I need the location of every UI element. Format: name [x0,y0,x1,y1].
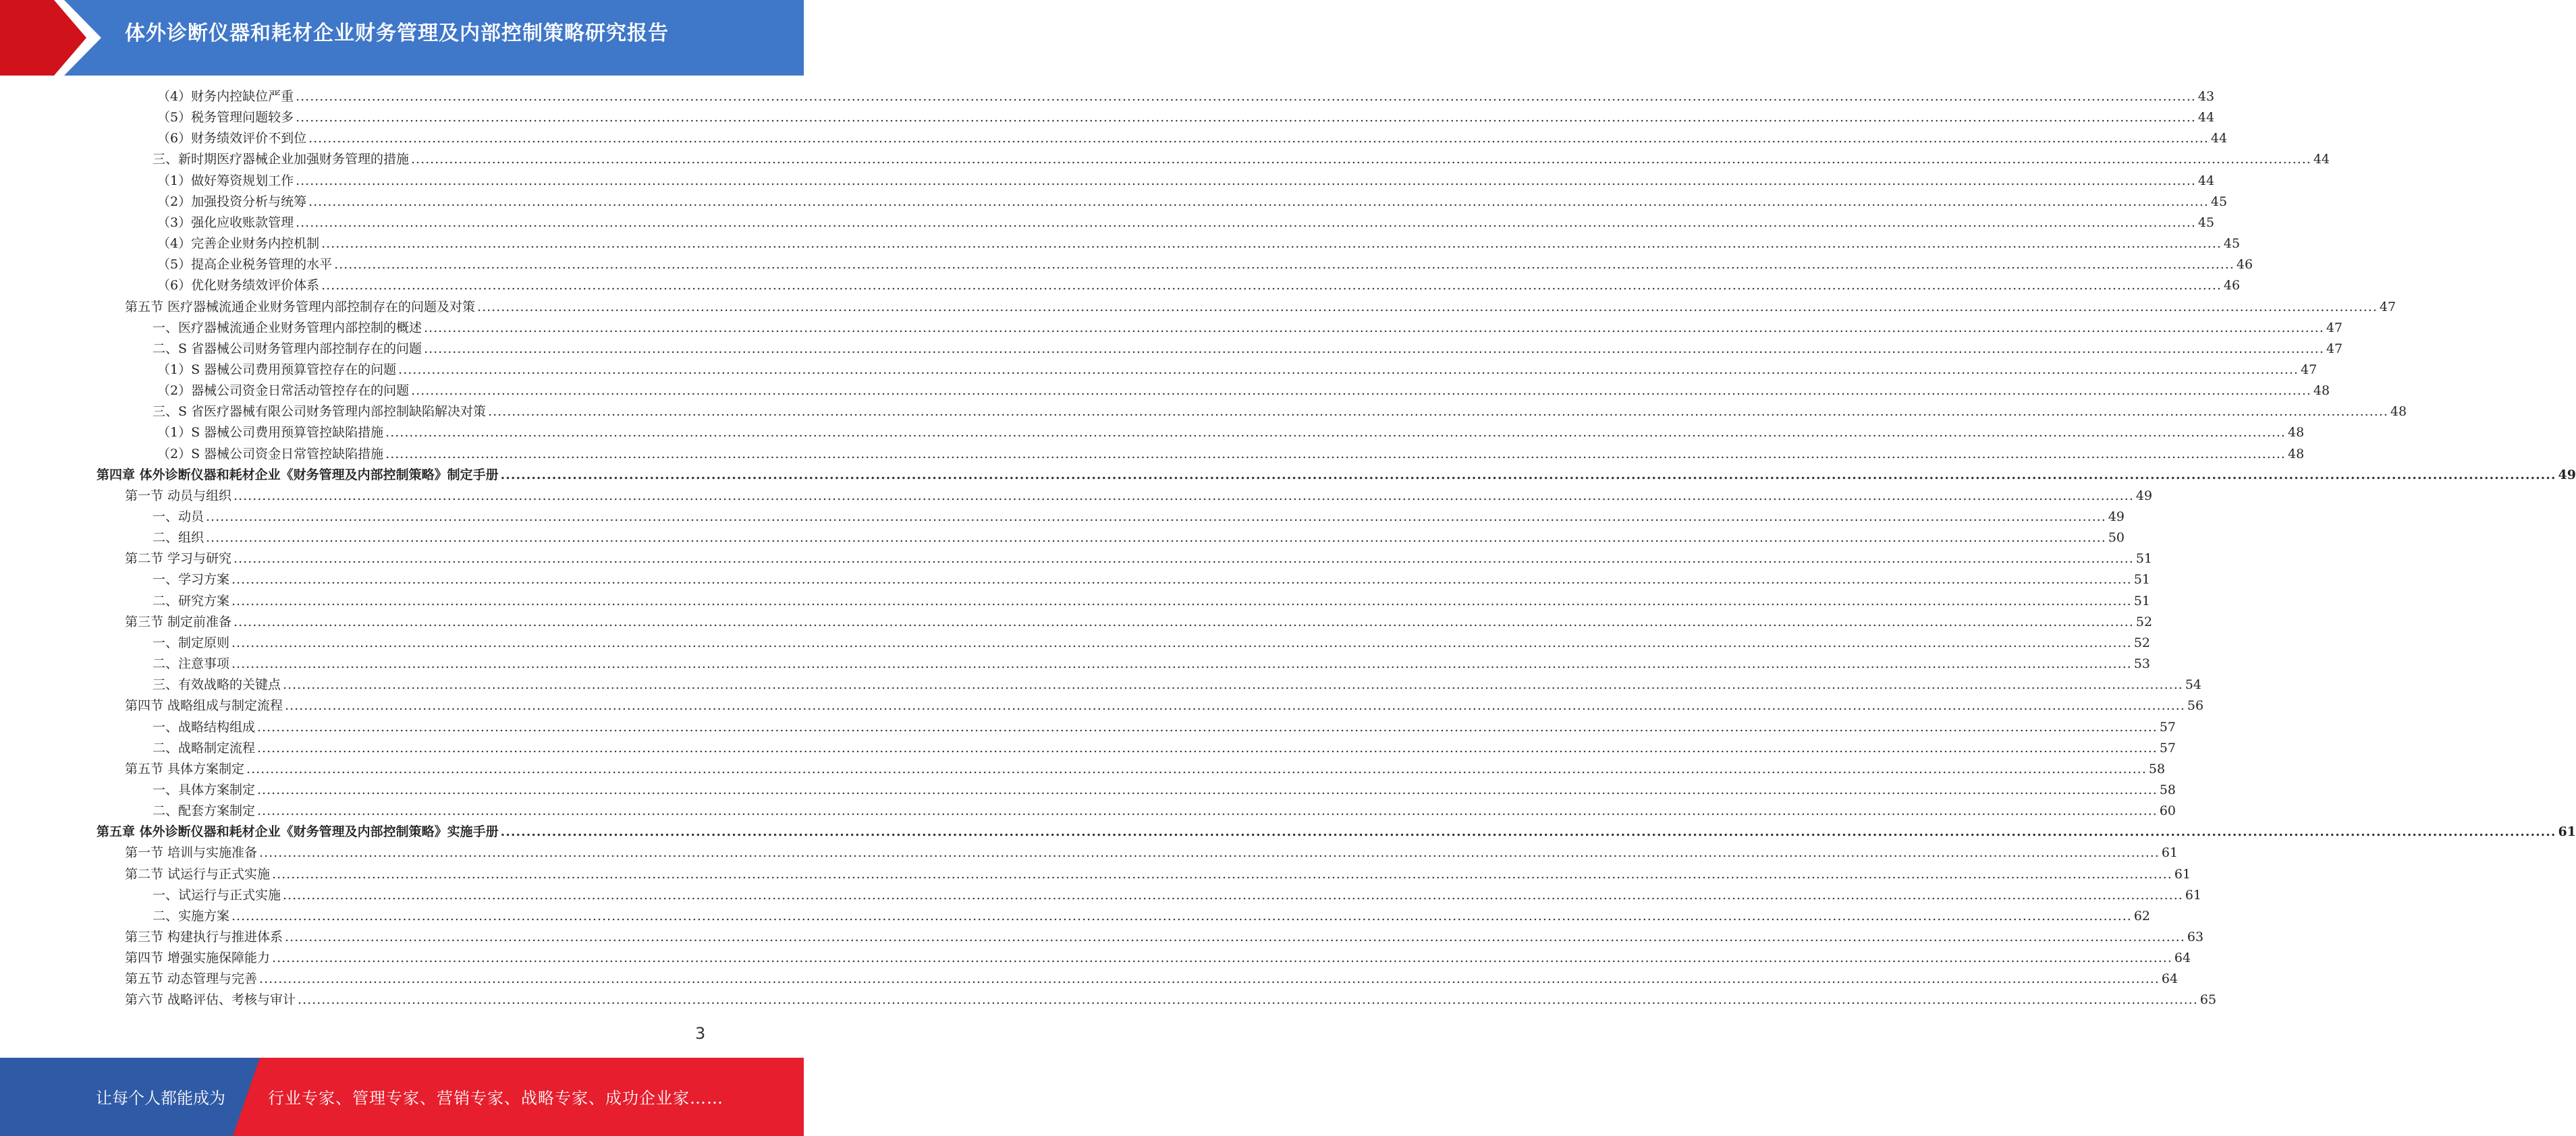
toc-entry-title: 一、医疗器械流通企业财务管理内部控制的概述 [153,320,422,335]
toc-entry-title: 二、注意事项 [153,656,230,672]
toc-entry-title: 二、组织 [153,530,204,546]
toc-entry-page: 60 [2159,803,2176,819]
toc-entry-page: 65 [2199,992,2217,1008]
toc-dot-leader: ................................................................................................................................................................................................................................................................................................................................................................................................................ [500,467,2556,482]
toc-entry-page: 61 [2558,824,2576,840]
toc-dot-leader: ................................................................................................................................................................................................................................................................................................................................................................................................................ [259,845,2160,861]
toc-entry-page: 44 [2197,110,2215,125]
toc-entry-page: 53 [2133,656,2151,672]
toc-entry-page: 51 [2133,572,2151,588]
toc-entry[interactable] [153,149,2330,170]
toc-dot-leader: ................................................................................................................................................................................................................................................................................................................................................................................................................ [296,110,2196,125]
toc-entry[interactable] [153,654,2151,675]
page-number: 3 [695,1024,706,1043]
toc-dot-leader: ................................................................................................................................................................................................................................................................................................................................................................................................................ [259,971,2160,987]
toc-dot-leader: ................................................................................................................................................................................................................................................................................................................................................................................................................ [296,215,2196,230]
toc-entry-page: 43 [2197,89,2215,104]
toc-entry[interactable] [157,275,2241,296]
toc-entry[interactable] [125,695,2204,716]
toc-entry[interactable] [157,128,2228,149]
toc-entry[interactable] [157,233,2241,254]
toc-entry-title: 第五节 具体方案制定 [125,761,245,776]
toc-entry[interactable] [153,339,2343,360]
toc-entry[interactable] [157,86,2215,107]
toc-entry[interactable] [157,360,2318,380]
toc-entry-title: 二、研究方案 [153,593,230,608]
toc-entry[interactable] [125,548,2153,569]
toc-entry-page: 51 [2135,551,2153,567]
toc-entry-page: 56 [2187,698,2204,714]
toc-dot-leader: ................................................................................................................................................................................................................................................................................................................................................................................................................ [283,677,2183,693]
toc-dot-leader: ................................................................................................................................................................................................................................................................................................................................................................................................................ [321,236,2222,252]
toc-entry-title: 二、配套方案制定 [153,803,256,819]
toc-entry-title: 第二节 试运行与正式实施 [125,866,271,882]
toc-entry-page: 54 [2185,677,2202,693]
toc-entry-title: 三、S 省医疗器械有限公司财务管理内部控制缺陷解决对策 [153,404,487,420]
toc-dot-leader: ................................................................................................................................................................................................................................................................................................................................................................................................................ [285,698,2185,714]
toc-entry-page: 61 [2174,866,2191,882]
toc-entry-page: 46 [2236,257,2253,273]
toc-entry-title: （6）财务绩效评价不到位 [157,131,307,146]
toc-dot-leader: ................................................................................................................................................................................................................................................................................................................................................................................................................ [334,257,2235,273]
toc-dot-leader: ................................................................................................................................................................................................................................................................................................................................................................................................................ [308,131,2209,146]
toc-entry-title: 第三节 制定前准备 [125,614,232,629]
toc-entry[interactable] [157,380,2330,401]
toc-entry-title: （4）财务内控缺位严重 [157,89,294,104]
toc-entry-title: 第四节 战略组成与制定流程 [125,698,283,714]
toc-dot-leader: ................................................................................................................................................................................................................................................................................................................................................................................................................ [424,320,2324,335]
toc-entry[interactable] [125,969,2178,990]
toc-entry-page: 58 [2159,782,2176,797]
toc-dot-leader: ................................................................................................................................................................................................................................................................................................................................................................................................................ [296,173,2196,188]
toc-entry[interactable] [157,192,2228,212]
toc-dot-leader: ................................................................................................................................................................................................................................................................................................................................................................................................................ [231,656,2132,672]
toc-dot-leader: ................................................................................................................................................................................................................................................................................................................................................................................................................ [257,803,2158,819]
toc-entry-page: 44 [2313,152,2330,167]
toc-entry-page: 45 [2197,215,2215,230]
toc-entry[interactable] [157,422,2305,443]
toc-entry-title: 一、制定原则 [153,635,230,650]
toc-entry[interactable] [157,171,2215,192]
toc-entry[interactable] [153,801,2176,822]
toc-entry-title: （4）完善企业财务内控机制 [157,236,320,252]
toc-entry-title: 一、战略结构组成 [153,719,256,735]
toc-entry-page: 64 [2174,950,2191,966]
footer-slogan-left: 让每个人都能成为 [96,1089,225,1108]
toc-entry-title: 一、试运行与正式实施 [153,887,281,903]
toc-dot-leader: ................................................................................................................................................................................................................................................................................................................................................................................................................ [231,572,2132,588]
toc-dot-leader: ................................................................................................................................................................................................................................................................................................................................................................................................................ [285,930,2185,944]
toc-entry-title: 第五章 体外诊断仪器和耗材企业《财务管理及内部控制策略》实施手册 [97,824,499,840]
toc-dot-leader: ................................................................................................................................................................................................................................................................................................................................................................................................................ [231,908,2132,924]
toc-entry-title: （2）S 器械公司资金日常管控缺陷措施 [157,446,384,461]
toc-entry[interactable] [157,444,2305,465]
toc-entry[interactable] [153,738,2176,759]
toc-entry-title: 二、实施方案 [153,908,230,924]
page-header [0,0,804,76]
toc-entry-title: 第四节 增强实施保障能力 [125,950,271,966]
toc-entry[interactable] [125,927,2204,948]
toc-entry-page: 63 [2187,930,2204,944]
toc-entry[interactable] [153,401,2407,422]
toc-dot-leader: ................................................................................................................................................................................................................................................................................................................................................................................................................ [206,530,2106,546]
header-title: 体外诊断仪器和耗材企业财务管理及内部控制策略研究报告 [125,22,669,45]
toc-entry-title: 二、战略制定流程 [153,740,256,756]
toc-entry-page: 52 [2135,614,2153,629]
toc-entry[interactable] [125,486,2153,507]
toc-entry[interactable] [97,465,2576,486]
toc-dot-leader: ................................................................................................................................................................................................................................................................................................................................................................................................................ [231,593,2132,608]
toc-entry-title: 一、学习方案 [153,572,230,588]
toc-entry-title: 一、动员 [153,509,204,524]
toc-entry[interactable] [153,507,2125,528]
footer-slogan-right: 行业专家、管理专家、营销专家、战略专家、成功企业家…… [268,1089,723,1108]
toc-entry-title: 第三节 构建执行与推进体系 [125,930,283,944]
toc-entry[interactable] [153,717,2176,738]
toc-entry[interactable] [153,906,2151,927]
toc-entry-title: 第二节 学习与研究 [125,551,232,567]
toc-entry-page: 49 [2558,467,2576,482]
toc-entry[interactable] [125,843,2178,863]
toc-entry[interactable] [153,528,2125,548]
toc-entry-page: 44 [2197,173,2215,188]
toc-entry-title: （1）S 器械公司费用预算管控缺陷措施 [157,425,384,441]
toc-entry-title: （2）器械公司资金日常活动管控存在的问题 [157,383,410,399]
toc-dot-leader: ................................................................................................................................................................................................................................................................................................................................................................................................................ [231,635,2132,650]
toc-entry-page: 45 [2210,194,2228,209]
toc-entry-page: 57 [2159,719,2176,735]
toc-entry-page: 48 [2287,425,2305,441]
toc-dot-leader: ................................................................................................................................................................................................................................................................................................................................................................................................................ [234,614,2134,629]
toc-entry-page: 50 [2108,530,2125,546]
toc-entry[interactable] [97,822,2576,843]
toc-dot-leader: ................................................................................................................................................................................................................................................................................................................................................................................................................ [234,488,2134,503]
toc-dot-leader: ................................................................................................................................................................................................................................................................................................................................................................................................................ [398,362,2299,377]
toc-entry[interactable] [153,885,2202,906]
toc-entry-page: 57 [2159,740,2176,756]
toc-dot-leader: ................................................................................................................................................................................................................................................................................................................................................................................................................ [257,782,2158,797]
toc-entry[interactable] [125,948,2191,969]
toc-entry-page: 47 [2379,299,2396,314]
toc-entry-title: 第一节 培训与实施准备 [125,845,258,861]
toc-entry-page: 48 [2390,404,2407,420]
toc-dot-leader: ................................................................................................................................................................................................................................................................................................................................................................................................................ [500,824,2556,840]
toc-dot-leader: ................................................................................................................................................................................................................................................................................................................................................................................................................ [206,509,2106,524]
toc-entry-title: 第六节 战略评估、考核与审计 [125,992,296,1008]
toc-entry-title: 三、新时期医疗器械企业加强财务管理的措施 [153,152,410,167]
toc-dot-leader: ................................................................................................................................................................................................................................................................................................................................................................................................................ [234,551,2134,567]
toc-entry-page: 61 [2185,887,2202,903]
toc-entry-page: 62 [2133,908,2151,924]
header-red-arrow [0,0,101,76]
toc-entry-page: 47 [2326,341,2343,356]
toc-entry[interactable] [125,990,2217,1011]
toc-entry-title: （5）提高企业税务管理的水平 [157,257,333,273]
toc-entry-title: （5）税务管理问题较多 [157,110,294,125]
toc-entry-page: 51 [2133,593,2151,608]
toc-entry-page: 61 [2161,845,2178,861]
toc-dot-leader: ................................................................................................................................................................................................................................................................................................................................................................................................................ [411,383,2311,399]
toc-entry-page: 64 [2161,971,2178,987]
toc-entry[interactable] [153,569,2151,590]
toc-entry-title: 三、有效战略的关键点 [153,677,281,693]
toc-entry-title: （6）优化财务绩效评价体系 [157,278,320,293]
toc-entry[interactable] [157,107,2215,128]
toc-dot-leader: ................................................................................................................................................................................................................................................................................................................................................................................................................ [385,446,2286,461]
toc-entry-title: 一、具体方案制定 [153,782,256,797]
toc-entry-title: （3）强化应收账款管理 [157,215,294,230]
toc-entry-page: 52 [2133,635,2151,650]
toc-entry-page: 49 [2135,488,2153,503]
toc-entry-page: 47 [2326,320,2343,335]
toc-entry[interactable] [153,591,2151,612]
toc-dot-leader: ................................................................................................................................................................................................................................................................................................................................................................................................................ [477,299,2378,314]
toc-entry[interactable] [153,780,2176,801]
toc-entry-title: 二、S 省器械公司财务管理内部控制存在的问题 [153,341,422,356]
toc-entry-title: 第五节 动态管理与完善 [125,971,258,987]
toc-entry-page: 58 [2148,761,2166,776]
toc-entry-title: （1）S 器械公司费用预算管控存在的问题 [157,362,397,377]
toc-entry-title: （1）做好筹资规划工作 [157,173,294,188]
toc-dot-leader: ................................................................................................................................................................................................................................................................................................................................................................................................................ [308,194,2209,209]
toc-entry-title: （2）加强投资分析与统筹 [157,194,307,209]
toc-dot-leader: ................................................................................................................................................................................................................................................................................................................................................................................................................ [283,887,2183,903]
toc-entry[interactable] [157,212,2215,233]
toc-entry-title: 第五节 医疗器械流通企业财务管理内部控制存在的问题及对策 [125,299,476,314]
toc-entry-page: 45 [2223,236,2241,252]
toc-dot-leader: ................................................................................................................................................................................................................................................................................................................................................................................................................ [257,740,2158,756]
toc-entry-title: 第一节 动员与组织 [125,488,232,503]
toc-dot-leader: ................................................................................................................................................................................................................................................................................................................................................................................................................ [321,278,2222,293]
toc-entry[interactable] [157,254,2253,275]
toc-entry-title: 第四章 体外诊断仪器和耗材企业《财务管理及内部控制策略》制定手册 [97,467,499,482]
toc-dot-leader: ................................................................................................................................................................................................................................................................................................................................................................................................................ [424,341,2324,356]
toc-entry[interactable] [125,612,2153,633]
toc-entry-page: 47 [2300,362,2318,377]
toc-dot-leader: ................................................................................................................................................................................................................................................................................................................................................................................................................ [411,152,2311,167]
toc-entry-page: 48 [2287,446,2305,461]
toc-entry-page: 49 [2108,509,2125,524]
toc-entry[interactable] [153,633,2151,654]
toc-entry[interactable] [125,759,2166,780]
toc-entry-page: 44 [2210,131,2228,146]
toc-entry[interactable] [125,297,2396,318]
toc-dot-leader: ................................................................................................................................................................................................................................................................................................................................................................................................................ [272,866,2172,882]
toc-entry[interactable] [153,675,2202,695]
toc-dot-leader: ................................................................................................................................................................................................................................................................................................................................................................................................................ [298,992,2198,1008]
toc-dot-leader: ................................................................................................................................................................................................................................................................................................................................................................................................................ [488,404,2388,420]
toc-dot-leader: ................................................................................................................................................................................................................................................................................................................................................................................................................ [296,89,2196,104]
toc-dot-leader: ................................................................................................................................................................................................................................................................................................................................................................................................................ [257,719,2158,735]
toc-dot-leader: ................................................................................................................................................................................................................................................................................................................................................................................................................ [385,425,2286,441]
toc-dot-leader: ................................................................................................................................................................................................................................................................................................................................................................................................................ [246,761,2147,776]
toc-entry[interactable] [125,864,2191,885]
toc-entry-page: 46 [2223,278,2241,293]
toc-dot-leader: ................................................................................................................................................................................................................................................................................................................................................................................................................ [272,950,2172,966]
toc-entry[interactable] [153,318,2343,339]
toc-entry-page: 48 [2313,383,2330,399]
